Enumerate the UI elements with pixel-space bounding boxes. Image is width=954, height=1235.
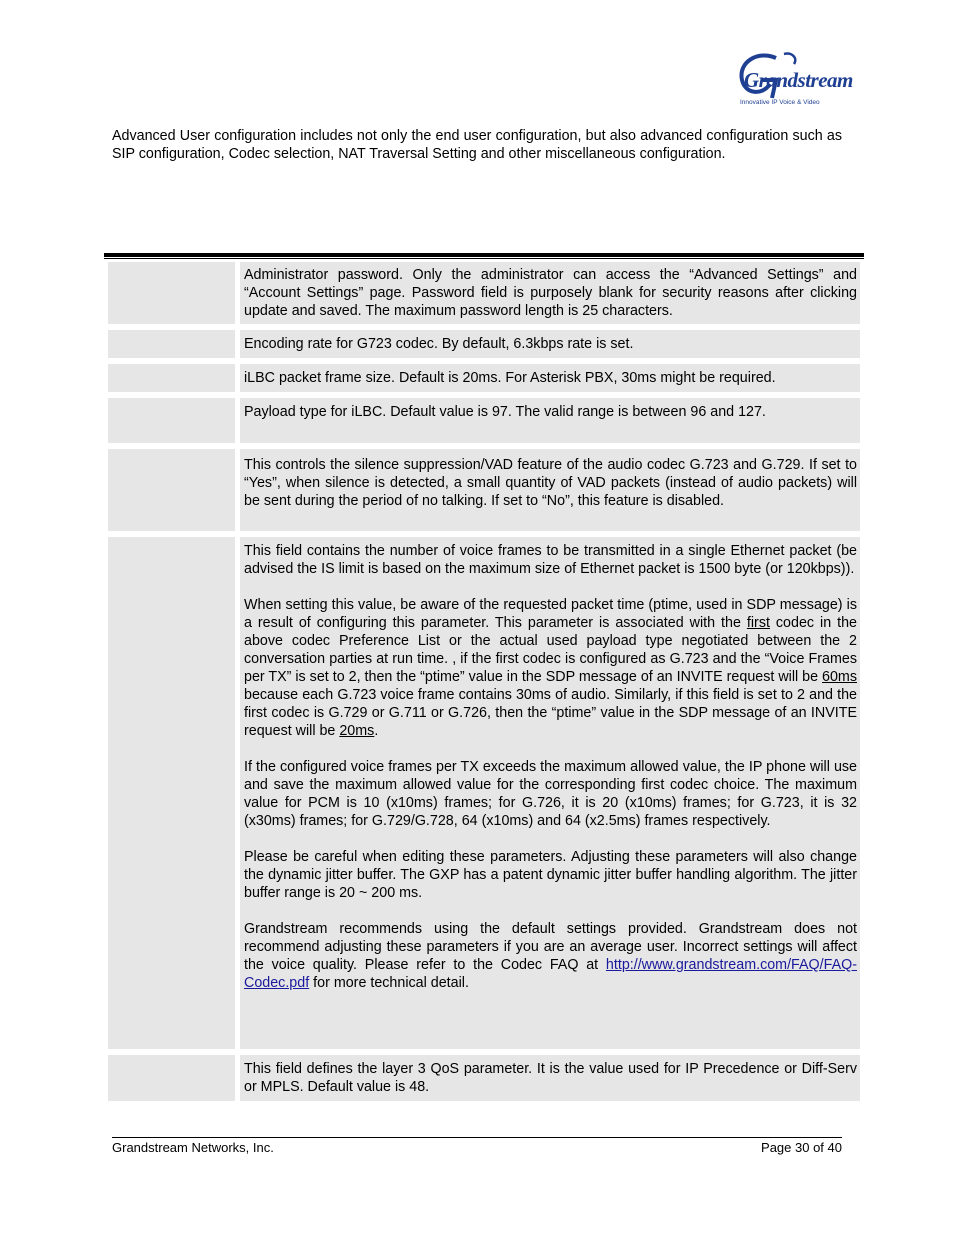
table-row-vad xyxy=(108,449,860,531)
voice-frames-paragraph-5: Grandstream recommends using the default settings provided. Grandstream does not recommend adjusting these parameters if you are an average user. Incorrect settings will affect the voice quality. Please refer to the Codec FAQ at http://www.grandstream.com/FAQ/FAQ-Codec.pdf for more technical detail. xyxy=(244,921,857,991)
field-label-cell xyxy=(108,364,235,392)
logo-tagline: Innovative IP Voice & Video xyxy=(740,99,820,106)
logo-wordmark: Grandstream xyxy=(744,68,853,92)
field-label-cell xyxy=(108,449,235,531)
table-top-rule-thin xyxy=(104,258,864,259)
table-row-ilbc-frame xyxy=(108,364,860,392)
codec-faq-link[interactable]: http://www.grandstream.com/FAQ/FAQ-Codec.pdf xyxy=(244,957,857,991)
voice-frames-description xyxy=(244,542,857,992)
vad-description: This controls the silence suppression/VAD feature of the audio codec G.723 and G.729. If set to “Yes”, when silence is detected, a small quantity of VAD packets (instead of audio packets) will be sent during the period of no talking. If set to “No”, this feature is disabled. xyxy=(244,457,857,509)
table-row-qos xyxy=(108,1055,860,1101)
voice-frames-paragraph-2: When setting this value, be aware of the requested packet time (ptime, used in SDP message) is a result of configuring this parameter. This parameter is associated with the first codec in the above codec Preference List or the actual used payload type negotiated between the 2 conversation parties at run time. , if the first codec is configured as G.723 and the “Voice Frames per TX” is set to 2, then the “ptime” value in the SDP message of an INVITE request will be 60ms because each G.723 voice frame contains 30ms of audio. Similarly, if this field is set to 2 and the first codec is G.729 or G.711 or G.726, then the “ptime” value in the SDP message of an INVITE request will be 20ms. xyxy=(244,597,858,739)
voice-frames-paragraph-4: Please be careful when editing these parameters. Adjusting these parameters will also change the dynamic jitter buffer. The GXP has a patent dynamic jitter buffer handling algorithm. The jitter buffer range is 20 ~ 200 ms. xyxy=(244,849,857,901)
table-row-admin-password xyxy=(108,262,860,324)
qos-description: This field defines the layer 3 QoS parameter. It is the value used for IP Precedence or Diff-Serv or MPLS. Default value is 48. xyxy=(244,1061,857,1095)
table-top-rule xyxy=(104,253,864,257)
intro-paragraph: Advanced User configuration includes not only the end user configuration, but also advanced configuration such as SIP configuration, Codec selection, NAT Traversal Setting and other miscellaneous configuration. xyxy=(112,128,842,162)
field-label-cell xyxy=(108,537,235,1049)
footer-rule xyxy=(112,1137,842,1138)
ilbc-payload-description: Payload type for iLBC. Default value is 97. The valid range is between 96 and 127. xyxy=(244,404,766,420)
voice-frames-paragraph-3: If the configured voice frames per TX exceeds the maximum allowed value, the IP phone will use and save the maximum allowed value for the corresponding first codec choice. The maximum value for PCM is 10 (x10ms) frames; for G.726, it is 20 (x10ms) frames; for G.723, it is 32 (x30ms) frames; for G.729/G.728, 64 (x10ms) and 64 (x2.5ms) frames respectively. xyxy=(244,759,857,829)
field-label-cell xyxy=(108,1055,235,1101)
footer-page-number: Page 30 of 40 xyxy=(761,1140,842,1155)
g723-rate-description: Encoding rate for G723 codec. By default, 6.3kbps rate is set. xyxy=(244,336,634,352)
field-label-cell xyxy=(108,398,235,443)
table-row-g723-rate xyxy=(108,330,860,358)
grandstream-logo xyxy=(736,50,853,110)
field-label-cell xyxy=(108,330,235,358)
table-row-voice-frames xyxy=(108,537,860,1049)
ilbc-frame-description: iLBC packet frame size. Default is 20ms. For Asterisk PBX, 30ms might be required. xyxy=(244,370,776,386)
voice-frames-paragraph-1: This field contains the number of voice frames to be transmitted in a single Ethernet packet (be advised the IS limit is based on the maximum size of Ethernet packet is 1500 byte (or 120kbps)). xyxy=(244,543,857,577)
table-row-ilbc-payload xyxy=(108,398,860,443)
footer-company: Grandstream Networks, Inc. xyxy=(112,1140,274,1155)
field-label-cell xyxy=(108,262,235,324)
admin-password-description: Administrator password. Only the administrator can access the “Advanced Settings” and “Account Settings” page. Password field is purposely blank for security reasons after clicking update and saved. The maximum password length is 25 characters. xyxy=(244,267,857,319)
